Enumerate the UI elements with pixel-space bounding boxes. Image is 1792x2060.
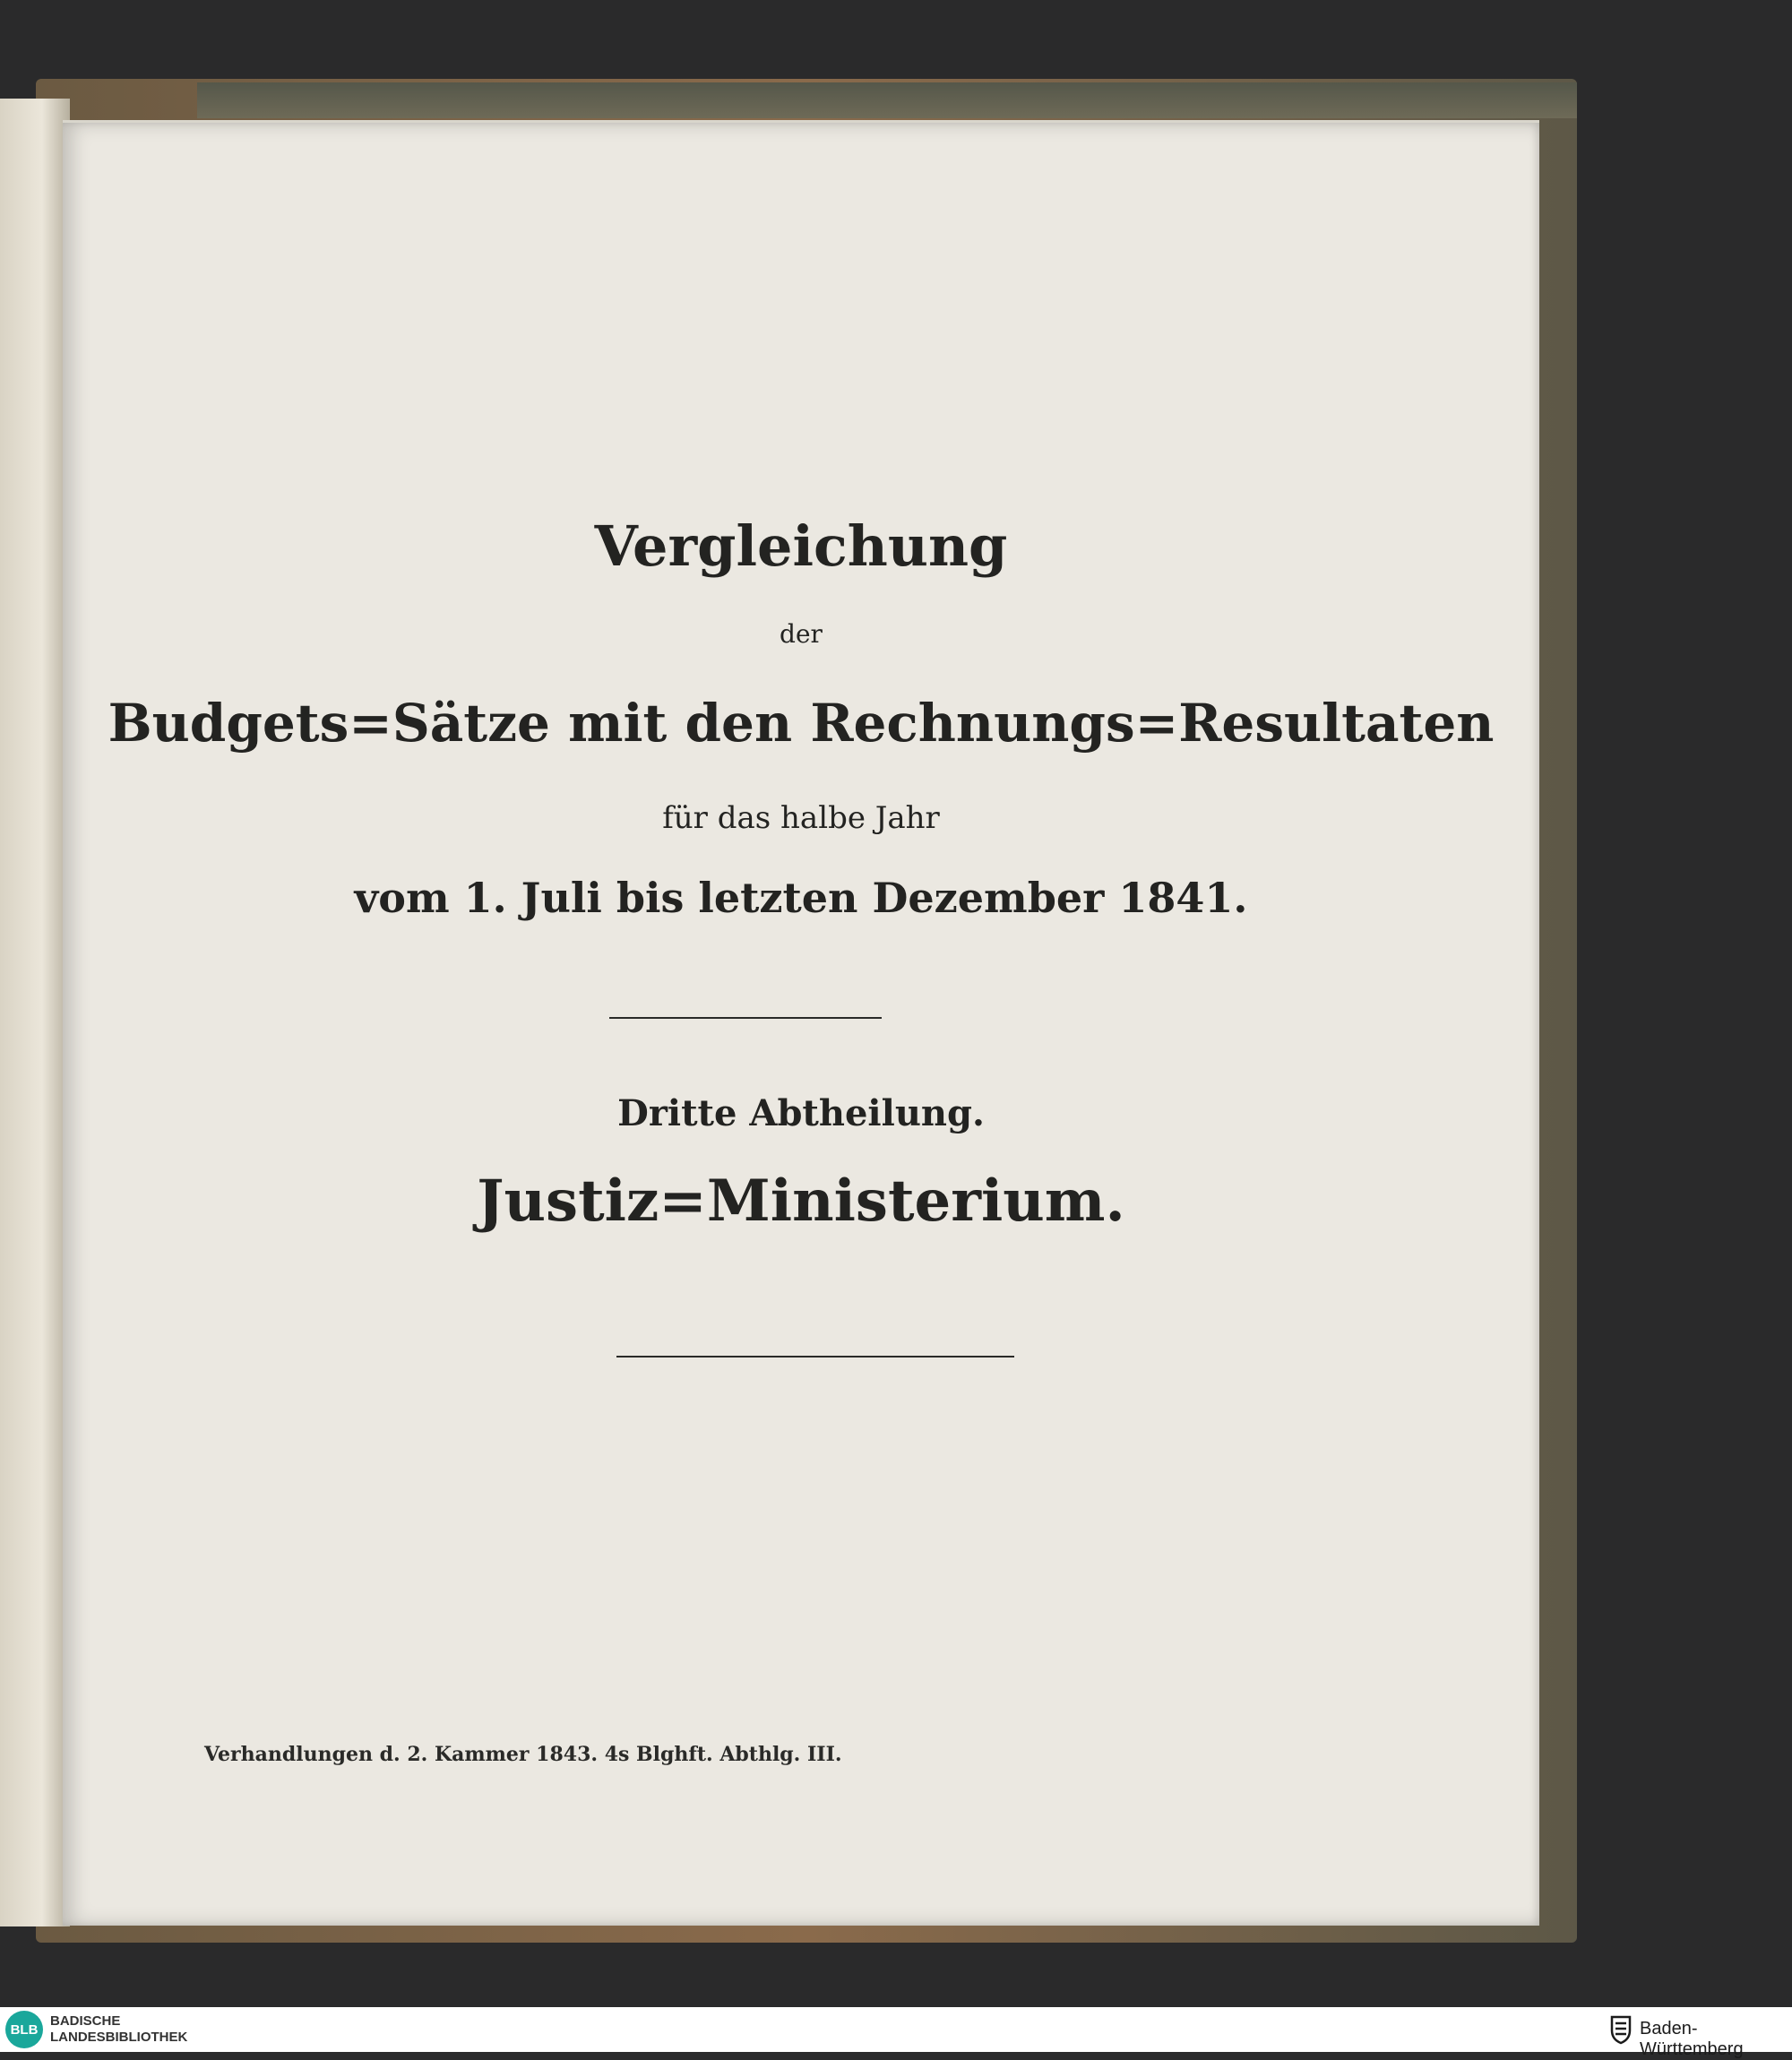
library-name-line1: BADISCHE — [50, 2013, 121, 2029]
period-intro: für das halbe Jahr — [662, 800, 940, 836]
left-page-edge — [0, 99, 70, 1926]
viewer-footer-bar — [0, 2007, 1792, 2059]
library-logo-icon[interactable]: BLB — [5, 2011, 43, 2048]
division-heading: Dritte Abtheilung. — [617, 1092, 985, 1134]
document-subtitle: Budgets=Sätze mit den Rechnungs=Resultaten — [108, 693, 1495, 754]
divider-rule — [609, 1017, 882, 1019]
connector-word: der — [780, 619, 823, 649]
divider-rule-bottom — [616, 1356, 1014, 1358]
right-page — [63, 120, 1539, 1926]
period-range: vom 1. Juli bis letzten Dezember 1841. — [354, 874, 1248, 922]
library-name[interactable] — [50, 2013, 187, 2046]
state-coat-of-arms-icon — [1608, 2014, 1633, 2045]
ministry-heading: Justiz=Ministerium. — [477, 1168, 1125, 1235]
footer-signature-line: Verhandlungen d. 2. Kammer 1843. 4s Blghft. Abthlg. III. — [204, 1743, 842, 1766]
book-cover-top-edge — [197, 82, 1577, 118]
state-name[interactable]: Baden-Württemberg — [1640, 2019, 1744, 2059]
library-name-line2: LANDESBIBLIOTHEK — [50, 2030, 188, 2045]
document-title: Vergleichung — [594, 513, 1008, 579]
